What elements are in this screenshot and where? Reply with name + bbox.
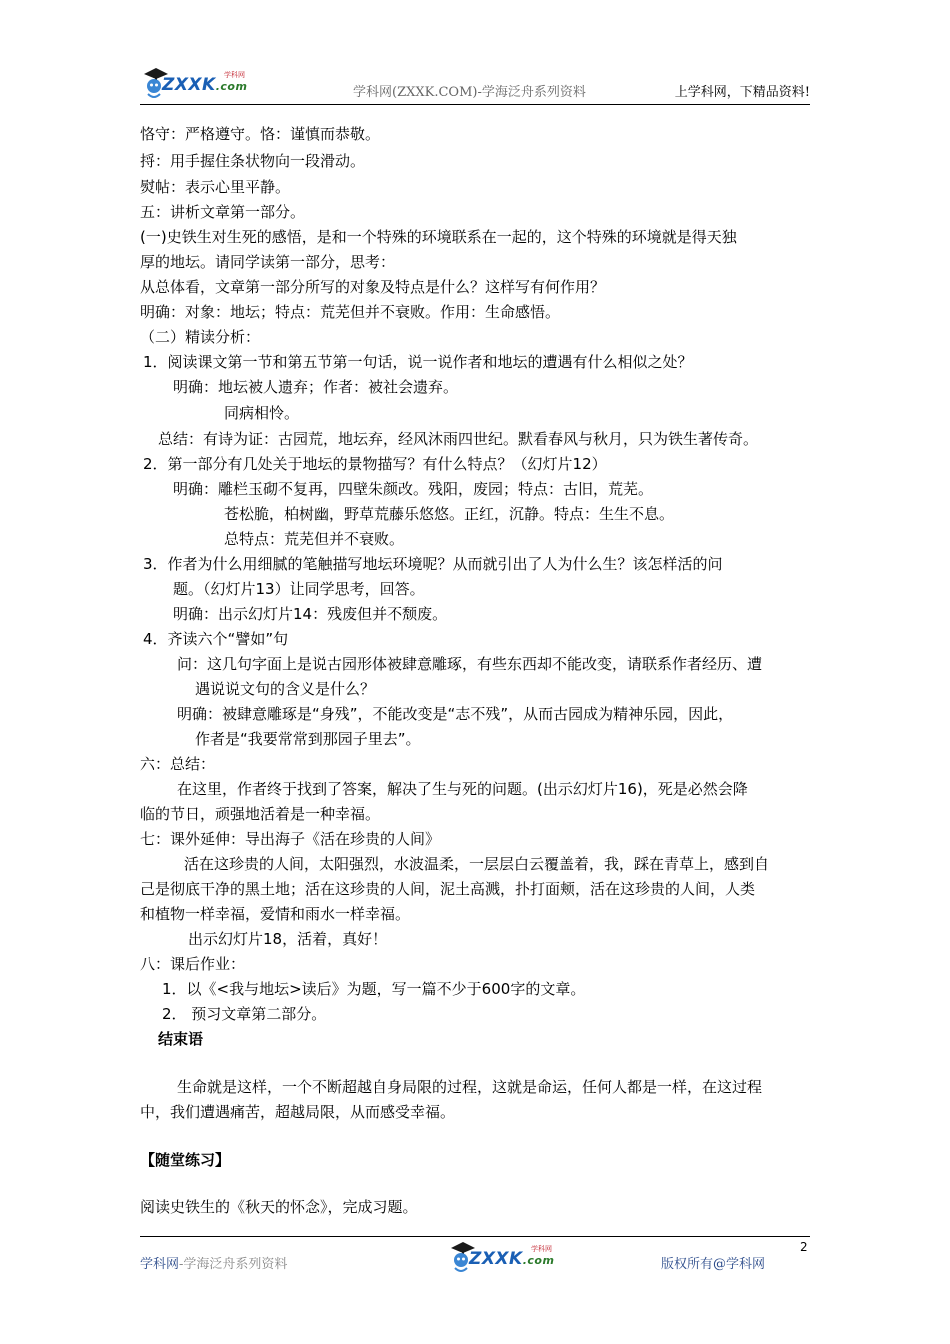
text-line: 捋：用手握住条状物向一段滑动。 bbox=[140, 152, 366, 170]
zxxk-logo bbox=[447, 1240, 557, 1276]
text-line: 从总体看，文章第一部分所写的对象及特点是什么？这样写有何作用？ bbox=[140, 278, 606, 296]
text-line: 和植物一样幸福，爱情和雨水一样幸福。 bbox=[140, 905, 411, 923]
list-item: 4．齐读六个“譬如”句 bbox=[143, 630, 289, 648]
list-item: 2． 预习文章第二部分。 bbox=[162, 1005, 327, 1023]
text-line: 己是彻底干净的黑土地；活在这珍贵的人间，泥土高溅，扑打面颊，活在这珍贵的人间，人类 bbox=[140, 880, 756, 898]
text-line: 题。（幻灯片13）让同学思考，回答。 bbox=[173, 580, 425, 598]
text-line: 问：这几句字面上是说古园形体被肆意雕琢，有些东西却不能改变，请联系作者经历、遭 bbox=[177, 655, 763, 673]
section-heading: 八：课后作业： bbox=[140, 955, 246, 973]
logo-wordmark: ZXXK.com bbox=[469, 1249, 555, 1269]
text-line: 生命就是这样，一个不断超越自身局限的过程，这就是命运，任何人都是一样，在这过程 bbox=[177, 1078, 763, 1096]
header-rule bbox=[140, 104, 810, 105]
text-line: 阅读史铁生的《秋天的怀念》，完成习题。 bbox=[140, 1198, 418, 1216]
list-item: 1．阅读课文第一节和第五节第一句话，说一说作者和地坛的遭遇有什么相似之处？ bbox=[143, 353, 693, 371]
footer-rule bbox=[140, 1236, 810, 1237]
text-line: 明确：雕栏玉砌不复再，四壁朱颜改。残阳，废园；特点：古旧，荒芜。 bbox=[173, 480, 654, 498]
text-line: 出示幻灯片18，活着，真好！ bbox=[188, 930, 388, 948]
footer-logo bbox=[447, 1240, 557, 1276]
footer-site-name: 学科网-学海泛舟系列资料 bbox=[140, 1257, 288, 1272]
text-line: 遇说说文句的含义是什么？ bbox=[195, 680, 376, 698]
text-line: 恪守：严格遵守。恪：谨慎而恭敬。 bbox=[140, 125, 381, 143]
logo-tag: 学科网 bbox=[531, 1245, 552, 1253]
text-line: 临的节日，顽强地活着是一种幸福。 bbox=[140, 805, 381, 823]
list-item: 2．第一部分有几处关于地坛的景物描写？有什么特点？（幻灯片12） bbox=[143, 455, 607, 473]
text-line: 明确：出示幻灯片14：残废但并不颓废。 bbox=[173, 605, 448, 623]
text-line: 明确：被肆意雕琢是“身残”，不能改变是“志不残”，从而古园成为精神乐园，因此， bbox=[177, 705, 734, 723]
text-line: 苍松脆，柏树幽，野草荒藤乐悠悠。正红，沉静。特点：生生不息。 bbox=[224, 505, 675, 523]
text-line: 同病相怜。 bbox=[224, 404, 300, 422]
section-heading: 五：讲析文章第一部分。 bbox=[140, 203, 306, 221]
text-line: 在这里，作者终于找到了答案，解决了生与死的问题。(出示幻灯片16)，死是必然会降 bbox=[177, 780, 748, 798]
list-item: 3．作者为什么用细腻的笔触描写地坛环境呢？从而就引出了人为什么生？该怎样活的问 bbox=[143, 555, 723, 573]
text-line: 明确：对象：地坛；特点：荒芜但并不衰败。作用：生命感悟。 bbox=[140, 303, 561, 321]
section-heading: 六：总结： bbox=[140, 755, 216, 773]
logo-tag: 学科网 bbox=[224, 71, 245, 79]
footer-copyright: 版权所有@学科网 bbox=[661, 1257, 766, 1272]
zxxk-logo bbox=[140, 66, 250, 102]
text-line: 总特点：荒芜但并不衰败。 bbox=[224, 530, 405, 548]
logo-wordmark: ZXXK.com bbox=[162, 75, 248, 95]
page-header bbox=[140, 66, 810, 104]
closing-heading: 结束语 bbox=[158, 1030, 204, 1048]
header-slogan: 上学科网，下精品资料! bbox=[674, 85, 810, 100]
text-line: 活在这珍贵的人间，太阳强烈，水波温柔，一层层白云覆盖着，我，踩在青草上，感到自 bbox=[184, 855, 770, 873]
exercise-heading: 【随堂练习】 bbox=[140, 1151, 231, 1169]
list-item: 1．以《<我与地坛>读后》为题，写一篇不少于600字的文章。 bbox=[162, 980, 586, 998]
section-heading: （二）精读分析： bbox=[140, 328, 261, 346]
text-line: 总结：有诗为证：古园荒，地坛弃，经风沐雨四世纪。默看春风与秋月，只为铁生著传奇。 bbox=[158, 430, 759, 448]
text-line: 中，我们遭遇痛苦，超越局限，从而感受幸福。 bbox=[140, 1103, 456, 1121]
header-site-title: 学科网(ZXXK.COM)-学海泛舟系列资料 bbox=[353, 85, 586, 100]
text-line: 厚的地坛。请同学读第一部分，思考： bbox=[140, 253, 396, 271]
text-line: 熨帖：表示心里平静。 bbox=[140, 178, 291, 196]
page-number: 2 bbox=[800, 1240, 808, 1254]
text-line: 明确：地坛被人遗弃；作者：被社会遗弃。 bbox=[173, 378, 459, 396]
text-line: (一)史铁生对生死的感悟，是和一个特殊的环境联系在一起的，这个特殊的环境就是得天独 bbox=[140, 228, 737, 246]
text-line: 作者是“我要常常到那园子里去”。 bbox=[195, 730, 421, 748]
section-heading: 七：课外延伸：导出海子《活在珍贵的人间》 bbox=[140, 830, 441, 848]
